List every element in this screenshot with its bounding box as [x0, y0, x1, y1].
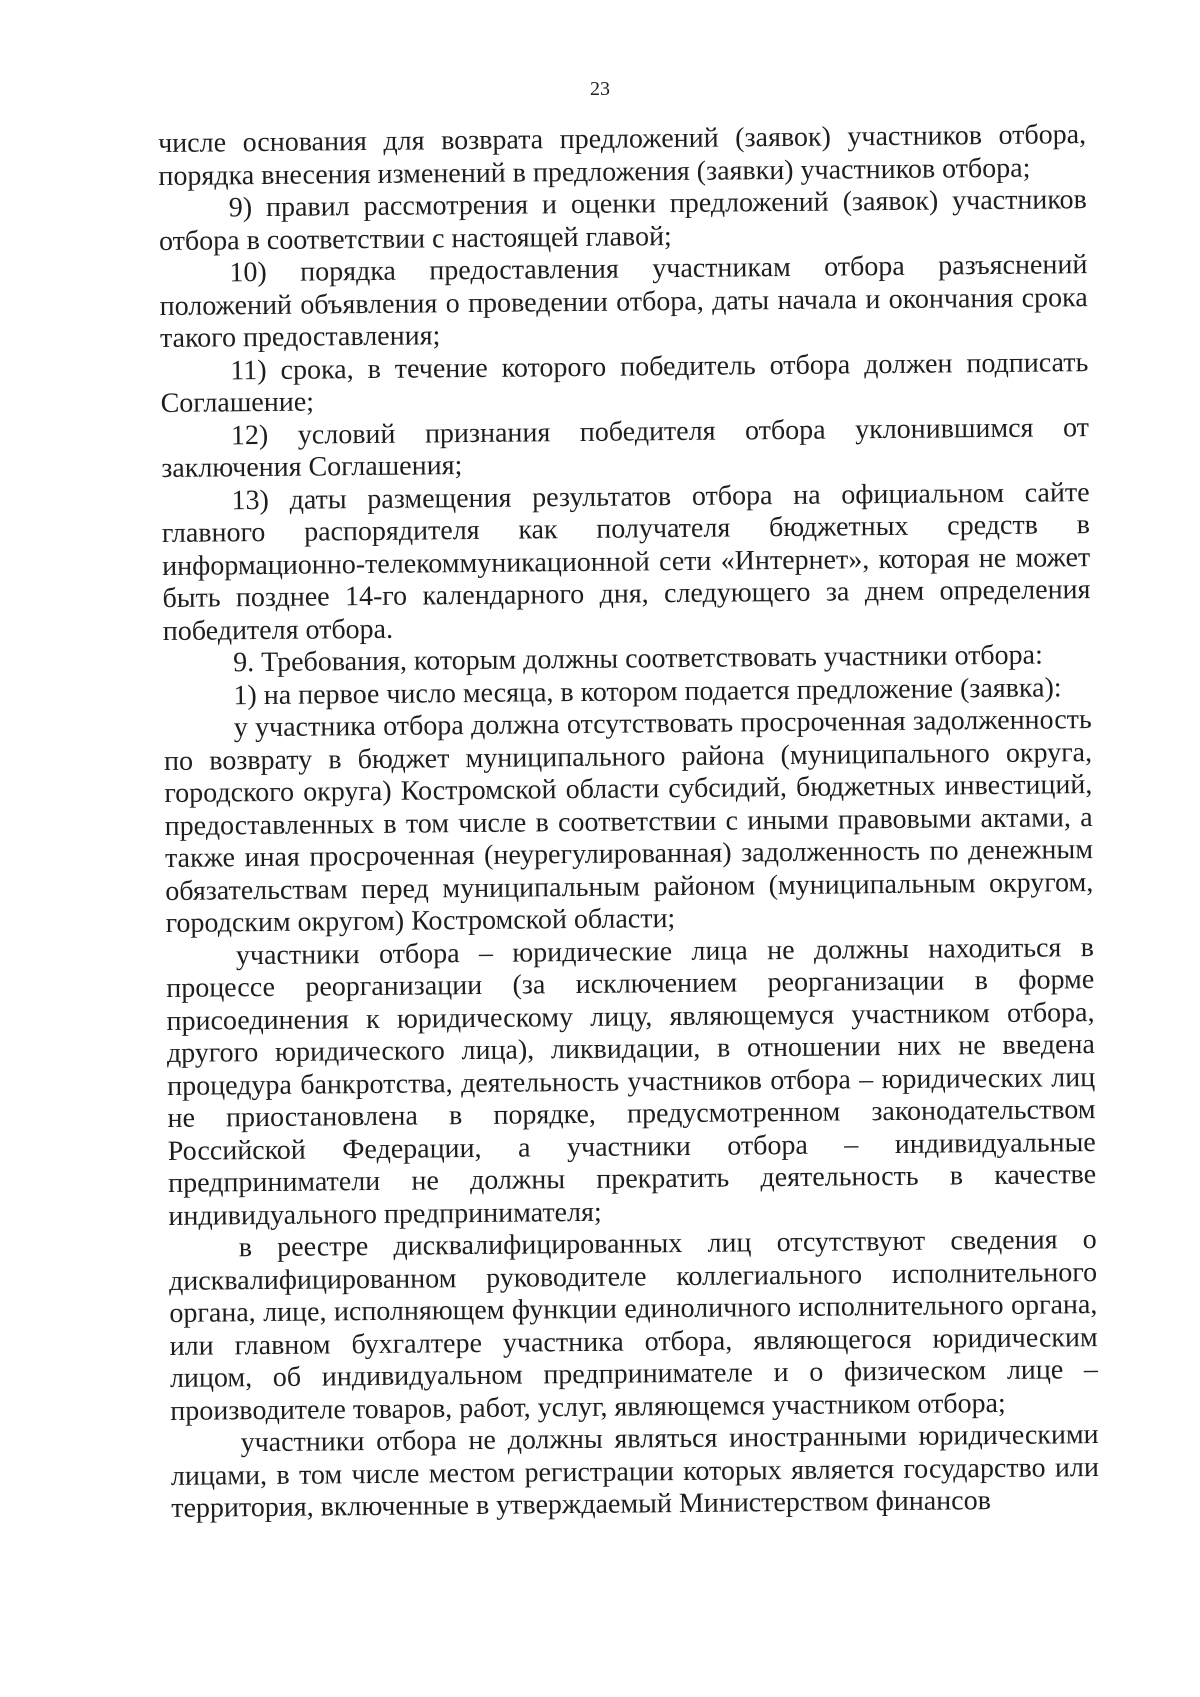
paragraph-item-12: 12) условий признания победителя отбора уклонившимся от заключения Соглашения; — [161, 411, 1090, 484]
paragraph-foreign-entities: участники отбора не должны являться иностранными юридическими лицами, в том числе местом регистрации которых является государство или территория, включенные в утверждаемый Министерством финансов — [170, 1419, 1100, 1524]
paragraph-item-13: 13) даты размещения результатов отбора на официальном сайте главного распорядителя как получателя бюджетных средств в информационно-телекоммуникационной сети «Интернет», которая не может быть позднее 14-го календарного дня, следующего за днем определения победителя отбора. — [161, 476, 1091, 647]
paragraph-item-9: 9) правил рассмотрения и оценки предложений (заявок) участников отбора в соответствии с настоящей главой; — [158, 184, 1087, 257]
paragraph-reorganization-requirement: участники отбора – юридические лица не должны находиться в процессе реорганизации (за исключением реорганизации в форме присоединения к юридическому лицу, являющемуся участником отбора, другого юридического лица), ликвидации, в отношении них не введена процедура банкротства, деятельность участников отбора – юридических лиц не приостановлена в порядке, предусмотренном законодательством Российской Федерации, а участники отбора – индивидуальные предприниматели не должны прекратить деятельность в качестве индивидуального предпринимателя; — [166, 931, 1097, 1232]
page-number: 23 — [590, 78, 610, 100]
paragraph-continuation: числе основания для возврата предложений (заявок) участников отбора, порядка внесения изменений в предложения (заявки) участников отбора; — [158, 119, 1087, 192]
paragraph-disqualified-registry: в реестре дисквалифицированных лиц отсутствуют сведения о дисквалифицированном руководителе коллегиального исполнительного органа, лице, исполняющем функции единоличного исполнительного органа, или главном бухгалтере участника отбора, являющегося юридическим лицом, об индивидуальном предпринимателе и о физическом лице – производителе товаров, работ, услуг, являющемся участником отбора; — [168, 1224, 1099, 1427]
document-body — [158, 119, 1099, 1525]
paragraph-item-11: 11) срока, в течение которого победитель отбора должен подписать Соглашение; — [160, 346, 1089, 419]
paragraph-section-9: 9. Требования, которым должны соответствовать участники отбора: — [232, 639, 1043, 679]
paragraph-item-10: 10) порядка предоставления участникам отбора разъяснений положений объявления о проведении отбора, даты начала и окончания срока такого предоставления; — [159, 249, 1088, 354]
paragraph-debt-requirement: у участника отбора должна отсутствовать просроченная задолженность по возврату в бюджет муниципального района (муниципального округа, городского округа) Костромской области субсидий, бюджетных инвестиций, предоставленных в том числе в соответствии с иными правовыми актами, а также иная просроченная (неурегулированная) задолженность по денежным обязательствам перед муниципальным районом (муниципальным округом, городским округом) Костромской области; — [163, 704, 1094, 939]
paragraph-subitem-1: 1) на первое число месяца, в котором подается предложение (заявка): — [233, 671, 1062, 711]
